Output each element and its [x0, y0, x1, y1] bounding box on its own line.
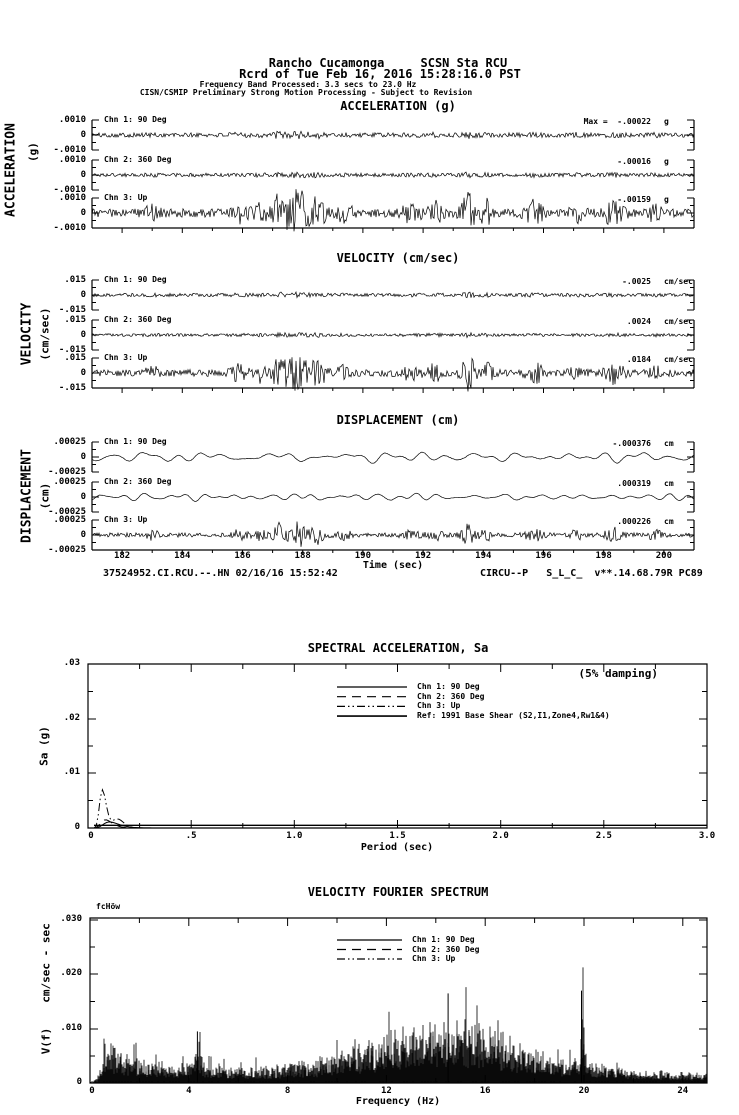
- legend-entry: Chn 1: 90 Deg: [417, 682, 480, 691]
- record-time: Rcrd of Tue Feb 16, 2016 15:28:16.0 PST: [239, 67, 521, 81]
- filter-corner-label: fcHöw: [96, 902, 121, 911]
- section-title-displacement: DISPLACEMENT (cm): [336, 413, 460, 427]
- max-value: [617, 158, 651, 166]
- time-tick-label: 194: [475, 551, 492, 561]
- sa-xtick-label: 0: [88, 831, 94, 841]
- fourier-xtick-label: 20: [578, 1086, 590, 1096]
- station-title: Rancho Cucamonga SCSN Sta RCU: [268, 56, 508, 70]
- side-unit-displacement: (cm): [38, 482, 52, 510]
- fourier-xtick-label: 24: [677, 1086, 689, 1096]
- fourier-x-axis-label: Frequency (Hz): [355, 1096, 441, 1107]
- frequency-band-note: Frequency Band Processed: 3.3 secs to 23.0 Hz: [199, 80, 417, 89]
- sa-plot: [88, 664, 707, 828]
- fourier-xtick-label: 4: [186, 1086, 192, 1096]
- time-axis-label: Time (sec): [362, 560, 424, 571]
- ytick-label-top: .00025: [53, 477, 86, 487]
- sa-xtick-label: 1.0: [286, 831, 303, 841]
- sa-ytick-label: .02: [63, 713, 80, 723]
- channel-label: Chn 2: 360 Deg: [104, 315, 172, 324]
- legend-entry: Ref: 1991 Base Shear (S2,I1,Zone4,Rw1&4): [417, 711, 610, 721]
- ytick-label-zero: 0: [80, 130, 86, 140]
- sa-xtick-label: 3.0: [698, 831, 716, 841]
- fourier-xtick-label: 12: [380, 1086, 392, 1096]
- side-unit-velocity: (cm/sec): [38, 307, 52, 361]
- max-number: -.00016: [617, 157, 651, 166]
- ytick-label-bottom: -.015: [58, 305, 86, 315]
- time-tick-label: 184: [174, 551, 191, 561]
- sa-plot-title: SPECTRAL ACCELERATION, Sa: [307, 641, 489, 655]
- side-unit-acceleration: (g): [26, 142, 40, 162]
- fourier-xtick-label: 8: [284, 1086, 291, 1096]
- ytick-label-zero: 0: [80, 208, 86, 218]
- side-label-velocity: VELOCITY: [19, 302, 35, 366]
- sa-ytick-label: .03: [63, 658, 80, 668]
- fourier-ytick-label: .020: [60, 968, 82, 978]
- max-number: .0184: [626, 355, 651, 364]
- legend-entry: Chn 2: 360 Deg: [417, 691, 485, 701]
- ytick-label-bottom: -.0010: [53, 145, 86, 155]
- fourier-ytick-label: .030: [60, 914, 82, 924]
- sa-ytick-label: .01: [63, 767, 80, 777]
- damping-note: (5% damping): [578, 667, 658, 680]
- ytick-label-bottom: -.00025: [48, 467, 86, 477]
- max-number: .0024: [626, 317, 651, 326]
- time-tick-label: 188: [294, 551, 311, 561]
- sa-xtick-label: 1.5: [389, 831, 406, 841]
- legend-entry: Chn 2: 360 Deg: [412, 944, 480, 954]
- max-value: [617, 196, 651, 204]
- fourier-ytick-label: .010: [60, 1023, 82, 1033]
- sa-x-axis-label: Period (sec): [360, 842, 434, 853]
- fourier-xtick-label: 16: [479, 1086, 491, 1096]
- sa-ytick-label: 0: [74, 822, 80, 832]
- ytick-label-top: .015: [64, 353, 86, 363]
- fourier-plot: [90, 918, 707, 1083]
- max-number: .000226: [617, 517, 651, 526]
- max-unit: cm: [664, 479, 674, 488]
- channel-label: Chn 1: 90 Deg: [104, 275, 167, 284]
- max-number: -.00159: [617, 195, 651, 204]
- legend-entry: Chn 3: Up: [417, 701, 461, 711]
- max-value: [612, 440, 651, 448]
- fourier-y-units-label: cm/sec - sec: [39, 923, 53, 1003]
- ytick-label-zero: 0: [80, 170, 86, 180]
- max-value: [584, 118, 651, 126]
- max-number: -.000376: [612, 439, 651, 448]
- ytick-label-bottom: -.015: [58, 345, 86, 355]
- max-unit: cm: [664, 517, 674, 526]
- fourier-ytick-label: 0: [76, 1077, 82, 1087]
- channel-label: Chn 2: 360 Deg: [104, 155, 172, 164]
- fourier-y-axis-label: V(f): [39, 1027, 53, 1055]
- section-title-velocity: VELOCITY (cm/sec): [336, 251, 460, 265]
- channel-label: Chn 3: Up: [104, 515, 148, 524]
- max-unit: cm: [664, 439, 674, 448]
- fourier-xtick-label: 0: [89, 1086, 95, 1096]
- max-value: [627, 318, 651, 326]
- record-id-footer: 37524952.CI.RCU.--.HN 02/16/16 15:52:42: [103, 568, 338, 579]
- sa-y-axis-label: Sa (g): [37, 726, 51, 766]
- sa-xtick-label: .5: [185, 831, 197, 841]
- time-tick-label: 190: [354, 551, 372, 561]
- channel-label: Chn 1: 90 Deg: [104, 115, 167, 124]
- max-number: -.0025: [622, 277, 651, 286]
- legend-entry: Chn 1: 90 Deg: [412, 935, 475, 944]
- time-tick-label: 196: [535, 551, 552, 561]
- agency-note: CISN/CSMIP Preliminary Strong Motion Processing - Subject to Revision: [139, 88, 473, 97]
- max-value: [622, 278, 651, 286]
- max-unit: cm/sec: [664, 277, 693, 286]
- ytick-label-top: .015: [64, 315, 86, 325]
- channel-label: Chn 3: Up: [104, 353, 148, 362]
- max-number: .000319: [617, 479, 651, 488]
- side-label-acceleration: ACCELERATION: [3, 123, 19, 217]
- max-value: [627, 356, 651, 364]
- ytick-label-bottom: -.015: [58, 383, 86, 393]
- ytick-label-zero: 0: [80, 530, 86, 540]
- processing-footer: CIRCU--P S_L_C_ v**.14.68.79R PC89: [480, 568, 703, 579]
- ytick-label-bottom: -.00025: [48, 545, 86, 555]
- ytick-label-bottom: -.0010: [53, 223, 86, 233]
- time-tick-label: 182: [113, 551, 131, 561]
- ytick-label-zero: 0: [80, 492, 86, 502]
- max-unit: cm/sec: [664, 317, 693, 326]
- channel-label: Chn 1: 90 Deg: [104, 437, 167, 446]
- ytick-label-bottom: -.00025: [48, 507, 86, 517]
- time-tick-label: 198: [595, 551, 612, 561]
- ytick-label-zero: 0: [80, 290, 86, 300]
- ytick-label-top: .015: [64, 275, 86, 285]
- ytick-label-top: .0010: [58, 155, 86, 165]
- time-tick-label: 200: [655, 551, 673, 561]
- channel-label: Chn 3: Up: [104, 193, 148, 202]
- max-unit: g: [664, 157, 669, 166]
- legend-entry: Chn 3: Up: [412, 954, 456, 963]
- max-unit: g: [664, 117, 669, 126]
- ytick-label-top: .00025: [53, 515, 86, 525]
- max-value: [617, 480, 651, 488]
- ytick-label-zero: 0: [80, 452, 86, 462]
- ytick-label-zero: 0: [80, 368, 86, 378]
- time-tick-label: 186: [234, 551, 251, 561]
- section-title-acceleration: ACCELERATION (g): [340, 99, 456, 113]
- max-value: [617, 518, 651, 526]
- max-number: -.00022: [617, 117, 651, 126]
- side-label-displacement: DISPLACEMENT: [19, 449, 35, 543]
- ytick-label-top: .0010: [58, 115, 86, 125]
- ytick-label-bottom: -.0010: [53, 185, 86, 195]
- ytick-label-top: .00025: [53, 437, 86, 447]
- fourier-plot-title: VELOCITY FOURIER SPECTRUM: [307, 885, 489, 899]
- ytick-label-top: .0010: [58, 193, 86, 203]
- sa-xtick-label: 2.0: [492, 831, 509, 841]
- ytick-label-zero: 0: [80, 330, 86, 340]
- max-unit: cm/sec: [664, 355, 693, 364]
- time-tick-label: 192: [414, 551, 432, 561]
- sa-xtick-label: 2.5: [595, 831, 612, 841]
- channel-label: Chn 2: 360 Deg: [104, 477, 172, 486]
- max-unit: g: [664, 195, 669, 204]
- max-prefix: Max =: [583, 117, 618, 126]
